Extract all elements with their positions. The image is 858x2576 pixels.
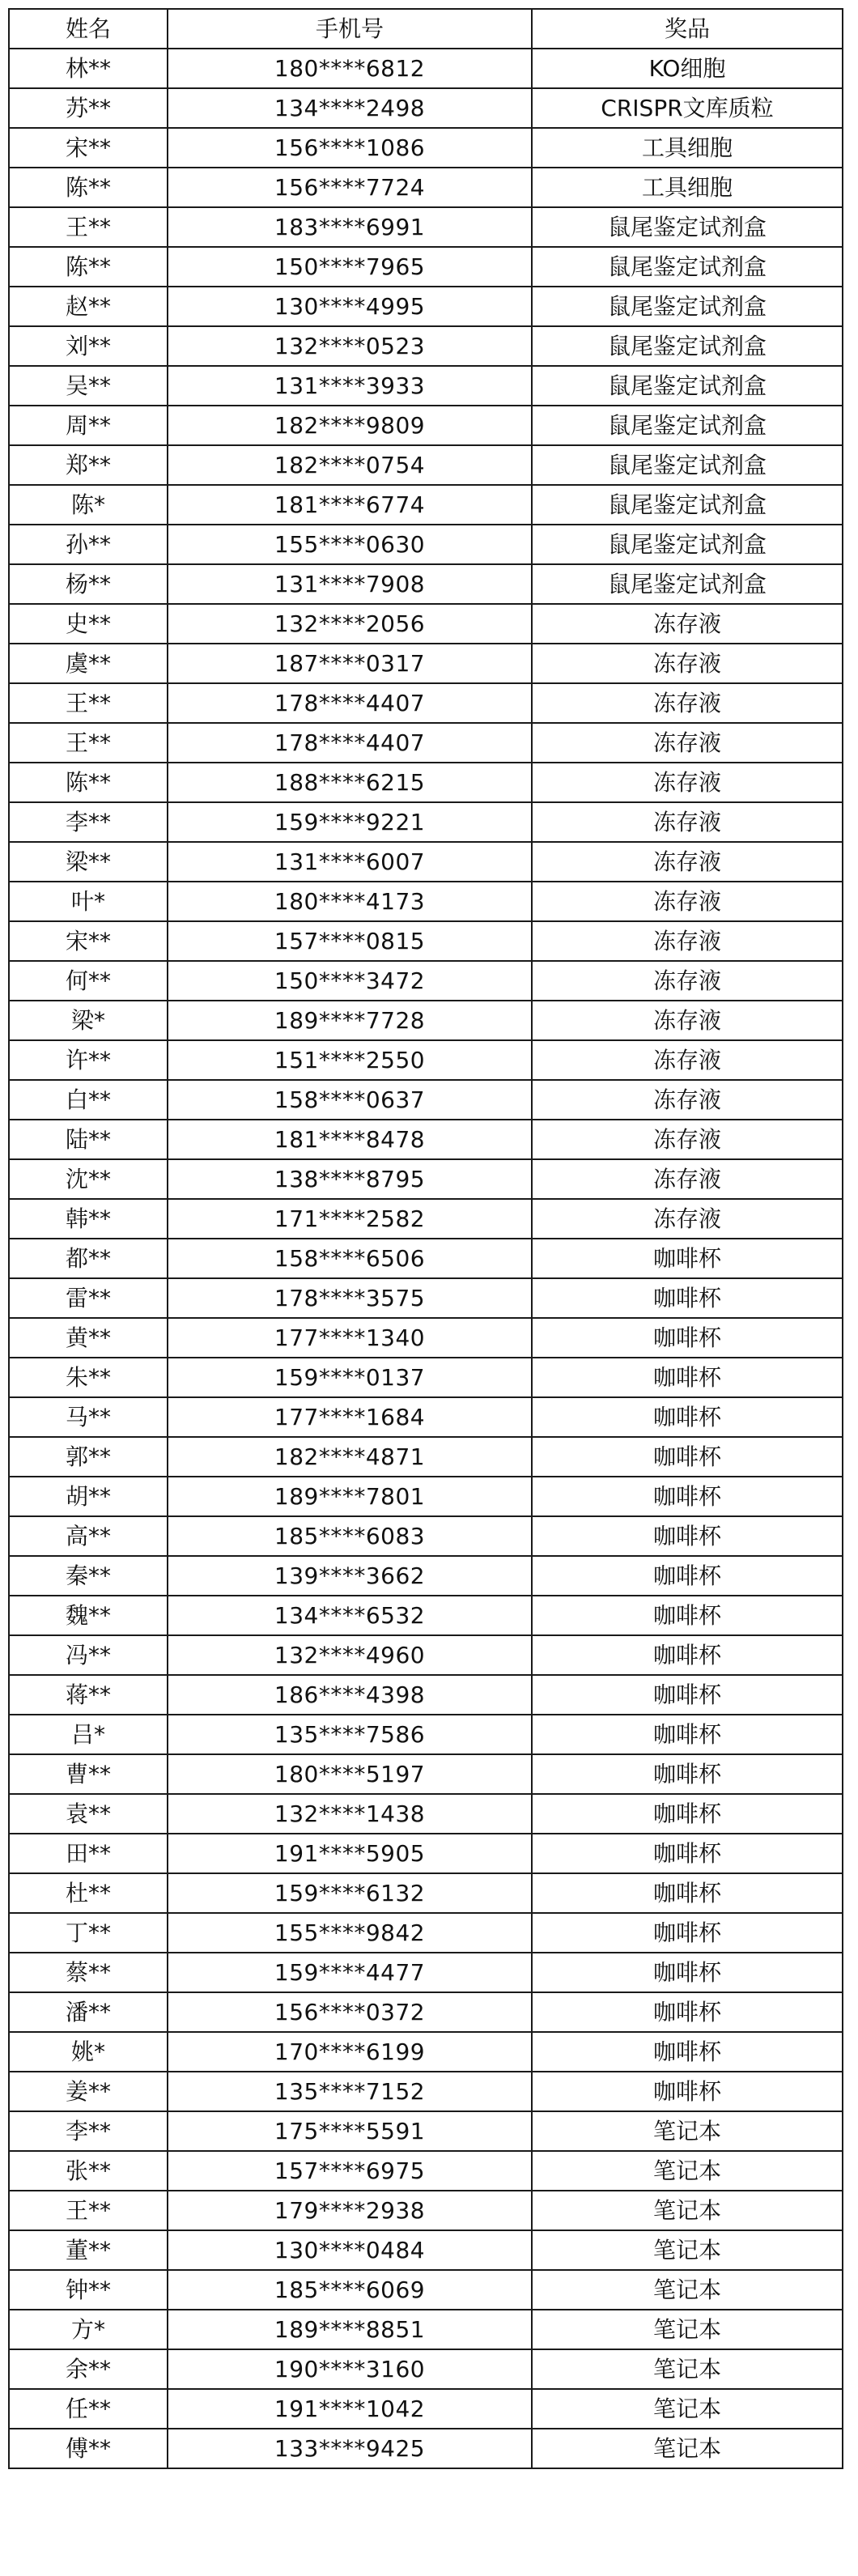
phone-cell: 159****0137 (168, 1358, 532, 1397)
prize-cell: 鼠尾鉴定试剂盒 (532, 207, 843, 247)
prize-cell: 鼠尾鉴定试剂盒 (532, 445, 843, 485)
name-cell: 都** (9, 1239, 168, 1278)
prize-cell: CRISPR文库质粒 (532, 88, 843, 128)
prize-cell: 笔记本 (532, 2111, 843, 2151)
phone-cell: 178****3575 (168, 1278, 532, 1318)
prize-cell: 冻存液 (532, 802, 843, 842)
table-row (9, 2429, 843, 2468)
name-cell: 赵** (9, 287, 168, 326)
table-row (9, 287, 843, 326)
phone-cell: 180****6812 (168, 49, 532, 88)
table-row (9, 921, 843, 961)
phone-cell: 139****3662 (168, 1556, 532, 1596)
name-cell: 田** (9, 1834, 168, 1873)
prize-cell: 冻存液 (532, 1199, 843, 1239)
phone-cell: 131****7908 (168, 564, 532, 604)
phone-cell: 189****7728 (168, 1001, 532, 1040)
table-row (9, 49, 843, 88)
prize-cell: 咖啡杯 (532, 1675, 843, 1715)
phone-cell: 156****1086 (168, 128, 532, 168)
table-row (9, 1873, 843, 1913)
name-cell: 冯** (9, 1635, 168, 1675)
winners-table (8, 8, 843, 2469)
phone-cell: 171****2582 (168, 1199, 532, 1239)
phone-cell: 185****6069 (168, 2270, 532, 2310)
name-cell: 蒋** (9, 1675, 168, 1715)
table-row (9, 2111, 843, 2151)
name-cell: 潘** (9, 1992, 168, 2032)
table-row (9, 1001, 843, 1040)
table-row (9, 1992, 843, 2032)
prize-cell: 冻存液 (532, 604, 843, 644)
prize-cell: 冻存液 (532, 644, 843, 683)
name-cell: 王** (9, 207, 168, 247)
prize-cell: 工具细胞 (532, 168, 843, 207)
name-cell: 韩** (9, 1199, 168, 1239)
phone-cell: 178****4407 (168, 683, 532, 723)
table-body (9, 49, 843, 2468)
name-cell: 朱** (9, 1358, 168, 1397)
prize-cell: 咖啡杯 (532, 1397, 843, 1437)
table-row (9, 961, 843, 1001)
prize-cell: 咖啡杯 (532, 2072, 843, 2111)
phone-cell: 158****6506 (168, 1239, 532, 1278)
phone-cell: 151****2550 (168, 1040, 532, 1080)
name-cell: 袁** (9, 1794, 168, 1834)
table-row (9, 1318, 843, 1358)
name-cell: 宋** (9, 128, 168, 168)
table-row (9, 1239, 843, 1278)
name-cell: 李** (9, 802, 168, 842)
name-cell: 叶* (9, 882, 168, 921)
prize-cell: 笔记本 (532, 2310, 843, 2349)
table-row (9, 1635, 843, 1675)
name-cell: 宋** (9, 921, 168, 961)
prize-cell: 冻存液 (532, 1040, 843, 1080)
prize-cell: 冻存液 (532, 723, 843, 763)
phone-cell: 182****0754 (168, 445, 532, 485)
name-cell: 秦** (9, 1556, 168, 1596)
phone-cell: 134****2498 (168, 88, 532, 128)
phone-cell: 132****1438 (168, 1794, 532, 1834)
name-cell: 黄** (9, 1318, 168, 1358)
table-row (9, 882, 843, 921)
name-cell: 余** (9, 2349, 168, 2389)
name-cell: 白** (9, 1080, 168, 1120)
phone-cell: 157****6975 (168, 2151, 532, 2191)
name-cell: 杨** (9, 564, 168, 604)
name-cell: 刘** (9, 326, 168, 366)
name-cell: 陆** (9, 1120, 168, 1159)
name-cell: 吕* (9, 1715, 168, 1754)
name-cell: 陈** (9, 168, 168, 207)
phone-cell: 187****0317 (168, 644, 532, 683)
name-cell: 董** (9, 2230, 168, 2270)
name-cell: 梁** (9, 842, 168, 882)
table-row (9, 1080, 843, 1120)
table-row (9, 168, 843, 207)
phone-cell: 131****6007 (168, 842, 532, 882)
prize-cell: 咖啡杯 (532, 1477, 843, 1516)
name-cell: 陈* (9, 485, 168, 525)
name-cell: 任** (9, 2389, 168, 2429)
name-cell: 曹** (9, 1754, 168, 1794)
name-cell: 陈** (9, 763, 168, 802)
prize-cell: 咖啡杯 (532, 1715, 843, 1754)
table-row (9, 1199, 843, 1239)
prize-cell: 笔记本 (532, 2429, 843, 2468)
phone-cell: 189****8851 (168, 2310, 532, 2349)
table-row (9, 326, 843, 366)
prize-cell: 咖啡杯 (532, 1318, 843, 1358)
prize-cell: 咖啡杯 (532, 1239, 843, 1278)
table-row (9, 1596, 843, 1635)
table-row (9, 2072, 843, 2111)
column-header-phone: 手机号 (168, 9, 532, 49)
table-row (9, 683, 843, 723)
prize-cell: 咖啡杯 (532, 1437, 843, 1477)
phone-cell: 177****1340 (168, 1318, 532, 1358)
prize-cell: 冻存液 (532, 763, 843, 802)
name-cell: 王** (9, 2191, 168, 2230)
table-row (9, 2032, 843, 2072)
name-cell: 李** (9, 2111, 168, 2151)
phone-cell: 157****0815 (168, 921, 532, 961)
phone-cell: 180****5197 (168, 1754, 532, 1794)
table-row (9, 1278, 843, 1318)
name-cell: 许** (9, 1040, 168, 1080)
phone-cell: 135****7152 (168, 2072, 532, 2111)
phone-cell: 183****6991 (168, 207, 532, 247)
table-row (9, 128, 843, 168)
table-row (9, 366, 843, 406)
prize-cell: 鼠尾鉴定试剂盒 (532, 525, 843, 564)
table-row (9, 2389, 843, 2429)
phone-cell: 135****7586 (168, 1715, 532, 1754)
name-cell: 虞** (9, 644, 168, 683)
prize-cell: 鼠尾鉴定试剂盒 (532, 287, 843, 326)
phone-cell: 182****9809 (168, 406, 532, 445)
prize-cell: 咖啡杯 (532, 2032, 843, 2072)
name-cell: 孙** (9, 525, 168, 564)
prize-cell: 鼠尾鉴定试剂盒 (532, 366, 843, 406)
phone-cell: 181****8478 (168, 1120, 532, 1159)
prize-cell: 笔记本 (532, 2191, 843, 2230)
phone-cell: 179****2938 (168, 2191, 532, 2230)
prize-cell: 咖啡杯 (532, 1556, 843, 1596)
prize-cell: 冻存液 (532, 1080, 843, 1120)
phone-cell: 189****7801 (168, 1477, 532, 1516)
prize-cell: 笔记本 (532, 2151, 843, 2191)
table-row (9, 763, 843, 802)
prize-cell: 冻存液 (532, 1159, 843, 1199)
name-cell: 沈** (9, 1159, 168, 1199)
table-row (9, 1159, 843, 1199)
prize-cell: 咖啡杯 (532, 1358, 843, 1397)
prize-cell: 咖啡杯 (532, 1992, 843, 2032)
phone-cell: 182****4871 (168, 1437, 532, 1477)
prize-cell: 咖啡杯 (532, 1596, 843, 1635)
table-row (9, 247, 843, 287)
table-row (9, 207, 843, 247)
prize-cell: 冻存液 (532, 1120, 843, 1159)
prize-cell: 咖啡杯 (532, 1953, 843, 1992)
phone-cell: 178****4407 (168, 723, 532, 763)
phone-cell: 155****0630 (168, 525, 532, 564)
prize-cell: 咖啡杯 (532, 1834, 843, 1873)
name-cell: 陈** (9, 247, 168, 287)
table-row (9, 2310, 843, 2349)
name-cell: 姜** (9, 2072, 168, 2111)
name-cell: 王** (9, 723, 168, 763)
table-row (9, 485, 843, 525)
prize-cell: 咖啡杯 (532, 1913, 843, 1953)
phone-cell: 159****4477 (168, 1953, 532, 1992)
phone-cell: 132****2056 (168, 604, 532, 644)
table-row (9, 1516, 843, 1556)
phone-cell: 150****7965 (168, 247, 532, 287)
phone-cell: 180****4173 (168, 882, 532, 921)
table-row (9, 1040, 843, 1080)
table-row (9, 1913, 843, 1953)
table-row (9, 1794, 843, 1834)
table-row (9, 1397, 843, 1437)
table-header (9, 9, 843, 49)
table-row (9, 88, 843, 128)
table-row (9, 2230, 843, 2270)
prize-cell: 笔记本 (532, 2389, 843, 2429)
prize-cell: 冻存液 (532, 921, 843, 961)
prize-cell: 冻存液 (532, 882, 843, 921)
name-cell: 王** (9, 683, 168, 723)
table-row (9, 842, 843, 882)
table-row (9, 1834, 843, 1873)
table-row (9, 802, 843, 842)
name-cell: 方* (9, 2310, 168, 2349)
phone-cell: 156****0372 (168, 1992, 532, 2032)
phone-cell: 185****6083 (168, 1516, 532, 1556)
phone-cell: 191****1042 (168, 2389, 532, 2429)
name-cell: 魏** (9, 1596, 168, 1635)
prize-cell: 笔记本 (532, 2230, 843, 2270)
column-header-prize: 奖品 (532, 9, 843, 49)
phone-cell: 159****9221 (168, 802, 532, 842)
phone-cell: 190****3160 (168, 2349, 532, 2389)
phone-cell: 134****6532 (168, 1596, 532, 1635)
column-header-name: 姓名 (9, 9, 168, 49)
prize-cell: 工具细胞 (532, 128, 843, 168)
name-cell: 周** (9, 406, 168, 445)
name-cell: 胡** (9, 1477, 168, 1516)
table-row (9, 1477, 843, 1516)
prize-cell: 咖啡杯 (532, 1516, 843, 1556)
phone-cell: 181****6774 (168, 485, 532, 525)
name-cell: 蔡** (9, 1953, 168, 1992)
phone-cell: 170****6199 (168, 2032, 532, 2072)
table-row (9, 1120, 843, 1159)
name-cell: 钟** (9, 2270, 168, 2310)
phone-cell: 132****4960 (168, 1635, 532, 1675)
name-cell: 姚* (9, 2032, 168, 2072)
name-cell: 郑** (9, 445, 168, 485)
table-row (9, 564, 843, 604)
name-cell: 吴** (9, 366, 168, 406)
table-row (9, 1754, 843, 1794)
table-row (9, 604, 843, 644)
prize-cell: 鼠尾鉴定试剂盒 (532, 485, 843, 525)
name-cell: 何** (9, 961, 168, 1001)
table-row (9, 1715, 843, 1754)
name-cell: 马** (9, 1397, 168, 1437)
table-row (9, 644, 843, 683)
prize-cell: KO细胞 (532, 49, 843, 88)
prize-cell: 咖啡杯 (532, 1754, 843, 1794)
name-cell: 高** (9, 1516, 168, 1556)
prize-cell: 咖啡杯 (532, 1794, 843, 1834)
phone-cell: 191****5905 (168, 1834, 532, 1873)
prize-cell: 鼠尾鉴定试剂盒 (532, 326, 843, 366)
prize-cell: 鼠尾鉴定试剂盒 (532, 247, 843, 287)
prize-cell: 咖啡杯 (532, 1873, 843, 1913)
table-row (9, 2151, 843, 2191)
table-row (9, 2349, 843, 2389)
table-row (9, 2191, 843, 2230)
prize-cell: 笔记本 (532, 2270, 843, 2310)
phone-cell: 159****6132 (168, 1873, 532, 1913)
prize-cell: 笔记本 (532, 2349, 843, 2389)
phone-cell: 188****6215 (168, 763, 532, 802)
table-row (9, 525, 843, 564)
name-cell: 梁* (9, 1001, 168, 1040)
phone-cell: 158****0637 (168, 1080, 532, 1120)
table-row (9, 1556, 843, 1596)
name-cell: 郭** (9, 1437, 168, 1477)
table-row (9, 723, 843, 763)
header-row (9, 9, 843, 49)
prize-cell: 咖啡杯 (532, 1278, 843, 1318)
name-cell: 苏** (9, 88, 168, 128)
table-row (9, 1437, 843, 1477)
phone-cell: 150****3472 (168, 961, 532, 1001)
phone-cell: 156****7724 (168, 168, 532, 207)
prize-cell: 冻存液 (532, 683, 843, 723)
phone-cell: 131****3933 (168, 366, 532, 406)
phone-cell: 132****0523 (168, 326, 532, 366)
name-cell: 张** (9, 2151, 168, 2191)
phone-cell: 130****4995 (168, 287, 532, 326)
prize-cell: 冻存液 (532, 961, 843, 1001)
phone-cell: 186****4398 (168, 1675, 532, 1715)
prize-cell: 咖啡杯 (532, 1635, 843, 1675)
table-row (9, 1953, 843, 1992)
name-cell: 丁** (9, 1913, 168, 1953)
table-row (9, 1675, 843, 1715)
phone-cell: 155****9842 (168, 1913, 532, 1953)
table-row (9, 2270, 843, 2310)
name-cell: 林** (9, 49, 168, 88)
phone-cell: 138****8795 (168, 1159, 532, 1199)
prize-cell: 冻存液 (532, 1001, 843, 1040)
name-cell: 傅** (9, 2429, 168, 2468)
phone-cell: 177****1684 (168, 1397, 532, 1437)
name-cell: 史** (9, 604, 168, 644)
name-cell: 雷** (9, 1278, 168, 1318)
phone-cell: 133****9425 (168, 2429, 532, 2468)
table-row (9, 406, 843, 445)
name-cell: 杜** (9, 1873, 168, 1913)
table-row (9, 445, 843, 485)
table-row (9, 1358, 843, 1397)
phone-cell: 130****0484 (168, 2230, 532, 2270)
prize-cell: 鼠尾鉴定试剂盒 (532, 406, 843, 445)
prize-cell: 鼠尾鉴定试剂盒 (532, 564, 843, 604)
prize-cell: 冻存液 (532, 842, 843, 882)
phone-cell: 175****5591 (168, 2111, 532, 2151)
